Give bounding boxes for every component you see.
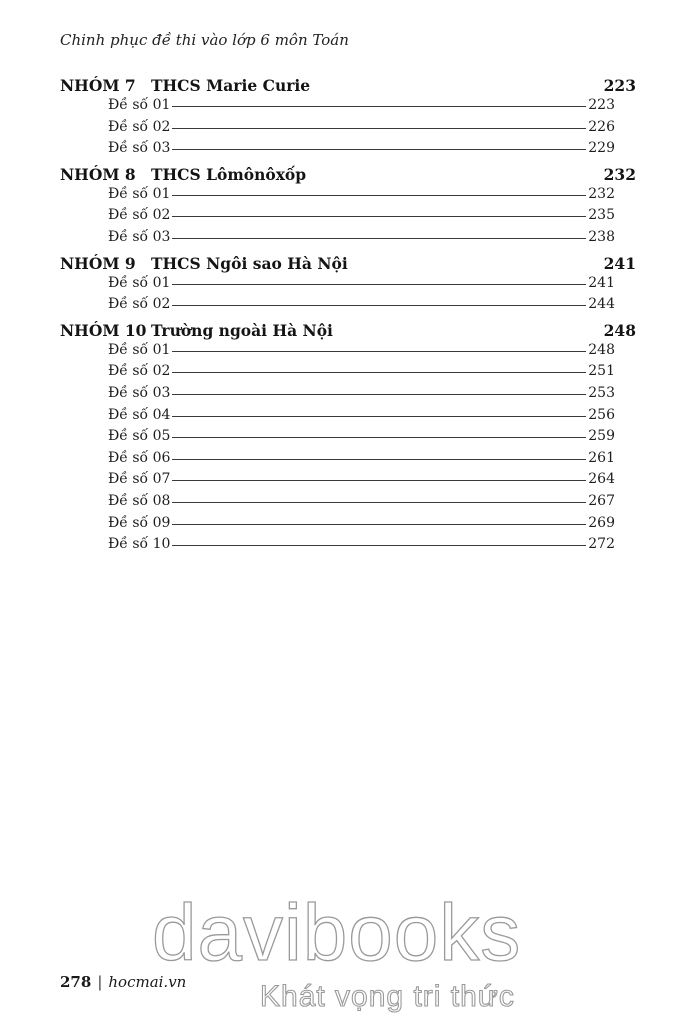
toc-entry-label: Đề số 05	[108, 428, 171, 445]
toc-leader-line	[172, 149, 586, 150]
toc-entry-page: 269	[588, 514, 615, 531]
toc-leader-line	[172, 195, 586, 196]
toc-entry-label: Đề số 01	[108, 97, 171, 113]
footer-site: hocmai.vn	[108, 973, 187, 991]
toc-group-page: 223	[603, 76, 636, 95]
toc-group-name: THCS Lômônôxốp	[151, 164, 307, 184]
toc-entry-page: 226	[588, 118, 615, 135]
toc-entry-label: Đề số 02	[108, 296, 171, 313]
watermark-brand: davibooks	[152, 888, 522, 977]
toc-group	[60, 321, 636, 561]
toc-entry-page: 238	[588, 228, 615, 245]
toc-group-label: NHÓM 8	[60, 164, 136, 184]
toc-entry	[60, 407, 636, 429]
toc-entry	[60, 140, 636, 162]
toc-entry	[60, 97, 636, 119]
toc-leader-line	[172, 545, 586, 546]
toc-entry	[60, 515, 636, 537]
toc-group-label: NHÓM 7	[60, 76, 136, 95]
toc-leader-line	[172, 284, 586, 285]
toc-entry-page: 264	[588, 471, 615, 488]
toc-group-page: 248	[603, 320, 636, 340]
running-header: Chinh phục đề thi vào lớp 6 môn Toán	[60, 31, 349, 49]
toc-entry-label: Đề số 01	[108, 185, 171, 202]
toc-entry-page: 272	[588, 536, 615, 553]
toc-entry-label: Đề số 03	[108, 384, 171, 401]
toc-leader-line	[172, 502, 586, 503]
toc-entry-label: Đề số 02	[108, 363, 171, 380]
toc-group-heading	[60, 321, 636, 342]
toc-entry	[60, 207, 636, 229]
toc-leader-line	[172, 394, 586, 395]
toc-entry-label: Đề số 02	[108, 207, 171, 224]
toc-entry	[60, 186, 636, 208]
toc-group-heading	[60, 165, 636, 186]
toc-entry	[60, 296, 636, 318]
toc-group-heading	[60, 254, 636, 275]
toc-leader-line	[172, 524, 586, 525]
toc-group-page: 241	[603, 253, 636, 273]
watermark-tagline: Khát vọng tri thức	[260, 980, 515, 1013]
toc-leader-line	[172, 128, 586, 129]
toc-entry-page: 241	[588, 274, 615, 291]
toc-leader-line	[172, 437, 586, 438]
toc-entry-page: 232	[588, 185, 615, 202]
toc-entry	[60, 119, 636, 141]
toc-entry	[60, 275, 636, 297]
toc-entry	[60, 493, 636, 515]
toc-entry-label: Đề số 02	[108, 118, 171, 135]
toc-entry-label: Đề số 06	[108, 449, 171, 466]
footer-separator: |	[97, 973, 103, 991]
toc-group-spacer	[60, 558, 636, 561]
toc-entry	[60, 471, 636, 493]
watermark-svg	[150, 888, 560, 1018]
toc-group-label: NHÓM 9	[60, 253, 136, 273]
toc-leader-line	[172, 416, 586, 417]
toc-entry-page: 253	[588, 384, 615, 401]
toc-entry-page: 256	[588, 406, 615, 423]
toc-leader-line	[172, 459, 586, 460]
toc-entry-page: 248	[588, 341, 615, 358]
toc-leader-line	[172, 305, 586, 306]
toc-entry-label: Đề số 08	[108, 492, 171, 509]
toc-group	[60, 76, 636, 165]
toc-entry-label: Đề số 07	[108, 471, 171, 488]
toc-leader-line	[172, 480, 586, 481]
toc-leader-line	[172, 372, 586, 373]
watermark-logo	[150, 888, 560, 1018]
toc-entry-page: 244	[588, 296, 615, 313]
toc-entry-label: Đề số 03	[108, 140, 171, 157]
toc-leader-line	[172, 351, 586, 352]
toc-entry-page: 259	[588, 428, 615, 445]
toc-entry-page: 229	[588, 140, 615, 157]
toc-entry-label: Đề số 03	[108, 228, 171, 245]
toc-group-name: THCS Marie Curie	[151, 76, 311, 95]
footer-page-number: 278	[60, 973, 92, 991]
toc-entry-page: 251	[588, 363, 615, 380]
toc-entry	[60, 229, 636, 251]
toc-group-name: THCS Ngôi sao Hà Nội	[151, 253, 348, 273]
toc-leader-line	[172, 106, 586, 107]
toc-entry-label: Đề số 01	[108, 341, 171, 358]
toc-entry-page: 267	[588, 492, 615, 509]
toc-entry	[60, 342, 636, 364]
toc-group-heading	[60, 76, 636, 97]
toc-entry-page: 223	[588, 97, 615, 113]
toc-entry	[60, 536, 636, 558]
toc-entry-label: Đề số 01	[108, 274, 171, 291]
toc-entry	[60, 363, 636, 385]
toc-group	[60, 254, 636, 321]
toc-entry-label: Đề số 09	[108, 514, 171, 531]
toc-group-name: Trường ngoài Hà Nội	[151, 320, 333, 340]
toc-entry-label: Đề số 10	[108, 536, 171, 553]
table-of-contents	[60, 76, 636, 561]
toc-entry-label: Đề số 04	[108, 406, 171, 423]
toc-entry-page: 235	[588, 207, 615, 224]
toc-entry	[60, 450, 636, 472]
toc-group-page: 232	[603, 164, 636, 184]
toc-entry-page: 261	[588, 449, 615, 466]
toc-group-label: NHÓM 10	[60, 320, 147, 340]
toc-leader-line	[172, 238, 586, 239]
toc-entry	[60, 385, 636, 407]
toc-entry	[60, 428, 636, 450]
toc-group	[60, 165, 636, 254]
toc-leader-line	[172, 216, 586, 217]
